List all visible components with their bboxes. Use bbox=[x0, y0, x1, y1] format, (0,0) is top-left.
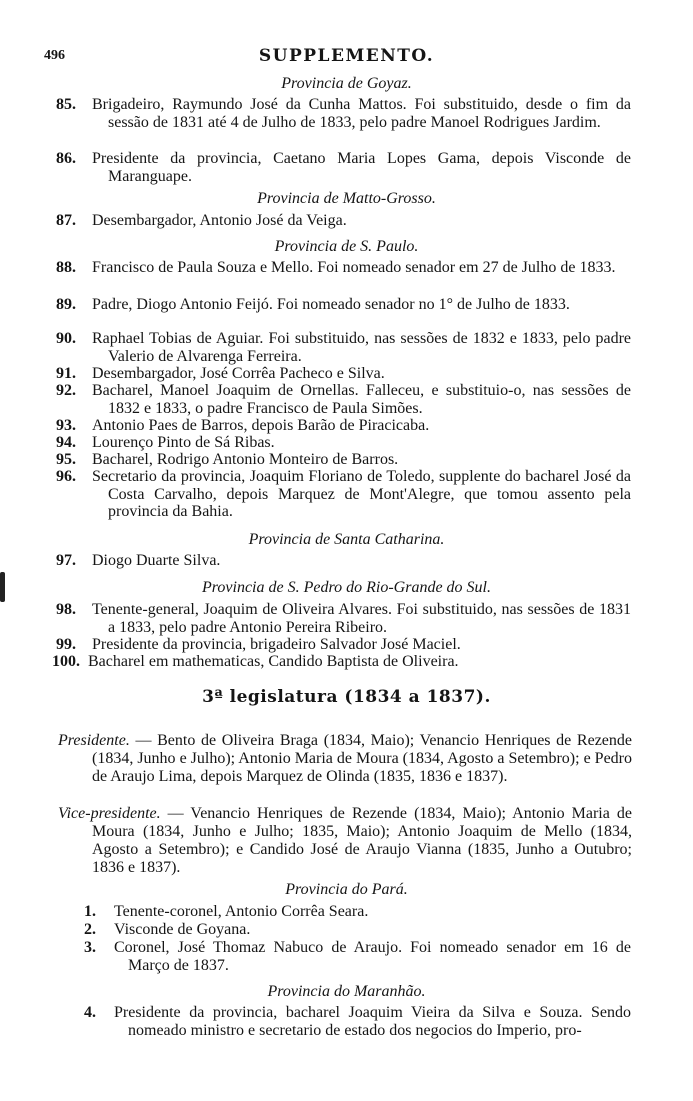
entry-number: 93. bbox=[56, 417, 76, 434]
entry-96 bbox=[56, 468, 631, 521]
entry-text: Coronel, José Thomaz Nabuco de Araujo. Foi nomeado senador em 16 de Março de 1837. bbox=[114, 939, 631, 974]
entry-1 bbox=[84, 903, 631, 921]
entry-4 bbox=[84, 1004, 631, 1039]
section-heading-s-paulo: Provincia de S. Paulo. bbox=[274, 238, 419, 255]
entry-text: Desembargador, José Corrêa Pacheco e Silva. bbox=[92, 365, 385, 382]
entry-number: 96. bbox=[56, 468, 76, 485]
entry-2 bbox=[84, 921, 631, 939]
entry-text: Presidente da provincia, Caetano Maria Lopes Gama, depois Visconde de Maranguape. bbox=[92, 150, 631, 185]
entry-number: 4. bbox=[84, 1004, 96, 1021]
presidente-label: Presidente. bbox=[58, 732, 130, 749]
entry-93 bbox=[56, 417, 631, 435]
entry-number: 88. bbox=[56, 259, 76, 276]
entry-number: 3. bbox=[84, 939, 96, 956]
entry-number: 91. bbox=[56, 365, 76, 382]
entry-number: 90. bbox=[56, 330, 76, 347]
entry-88 bbox=[56, 259, 631, 277]
entry-text: Francisco de Paula Souza e Mello. Foi nomeado senador em 27 de Julho de 1833. bbox=[92, 259, 616, 276]
page-number: 496 bbox=[44, 48, 65, 63]
legislature-title: 3ª legislatura (1834 a 1837). bbox=[202, 687, 491, 707]
entry-number: 1. bbox=[84, 903, 96, 920]
entry-text: Desembargador, Antonio José da Veiga. bbox=[92, 212, 347, 229]
section-heading-matto-grosso: Provincia de Matto-Grosso. bbox=[257, 190, 436, 207]
entry-text: Raphael Tobias de Aguiar. Foi substituido, nas sessões de 1832 e 1833, pelo padre Valerio de Alvarenga Ferreira. bbox=[92, 330, 631, 365]
entry-text: Bacharel em mathematicas, Candido Baptista de Oliveira. bbox=[88, 653, 459, 670]
entry-text: Lourenço Pinto de Sá Ribas. bbox=[92, 434, 275, 451]
entry-95 bbox=[56, 451, 631, 469]
entry-86 bbox=[56, 150, 631, 185]
entry-98 bbox=[56, 601, 631, 636]
entry-number: 95. bbox=[56, 451, 76, 468]
entry-text: Bacharel, Rodrigo Antonio Monteiro de Barros. bbox=[92, 451, 399, 468]
entry-text: Antonio Paes de Barros, depois Barão de Piracicaba. bbox=[92, 417, 430, 434]
entry-number: 89. bbox=[56, 296, 76, 313]
running-title: SUPPLEMENTO. bbox=[258, 46, 435, 66]
entry-92 bbox=[56, 382, 631, 417]
entry-87 bbox=[56, 212, 631, 230]
section-heading-para: Provincia do Pará. bbox=[285, 881, 408, 898]
entry-text: Presidente da provincia, bacharel Joaquim Vieira da Silva e Souza. Sendo nomeado ministro e secretario de estado dos negocios do Imperio, pro- bbox=[114, 1004, 631, 1039]
entry-text: Visconde de Goyana. bbox=[114, 921, 251, 938]
vice-presidente-label: Vice-presidente. bbox=[58, 805, 161, 822]
entry-number: 97. bbox=[56, 552, 76, 569]
section-heading-maranhao: Provincia do Maranhão. bbox=[267, 983, 426, 1000]
section-heading-santa-catharina: Provincia de Santa Catharina. bbox=[248, 531, 445, 548]
entry-3 bbox=[84, 939, 631, 974]
page-header bbox=[0, 46, 693, 70]
entry-89 bbox=[56, 296, 631, 314]
entry-90 bbox=[56, 330, 631, 365]
entry-number: 94. bbox=[56, 434, 76, 451]
entry-91 bbox=[56, 365, 631, 383]
vice-presidente-text: — Venancio Henriques de Rezende (1834, Maio); Antonio Maria de Moura (1834, Junho e Julho; 1835, Maio); Antonio Joaquim de Mello (1834, Agosto a Setembro); e Candido José de Araujo Vianna (1835, Junho a Outubro; 1836 e 1837). bbox=[92, 805, 633, 876]
entry-text: Tenente-general, Joaquim de Oliveira Alvares. Foi substituido, nas sessões de 1831 a 1833, pelo padre Antonio Pereira Ribeiro. bbox=[92, 601, 631, 636]
entry-number: 92. bbox=[56, 382, 76, 399]
entry-100 bbox=[52, 653, 627, 671]
entry-number: 99. bbox=[56, 636, 76, 653]
entry-text: Diogo Duarte Silva. bbox=[92, 552, 221, 569]
entry-text: Secretario da provincia, Joaquim Floriano de Toledo, supplente do bacharel José da Costa Carvalho, depois Marquez de Mont'Alegre, que tomou assento pela provincia da Bahia. bbox=[92, 468, 631, 520]
entry-number: 86. bbox=[56, 150, 76, 167]
entry-number: 87. bbox=[56, 212, 76, 229]
entry-text: Padre, Diogo Antonio Feijó. Foi nomeado senador no 1° de Julho de 1833. bbox=[92, 296, 570, 313]
section-heading-rio-grande-do-sul: Provincia de S. Pedro do Rio-Grande do Sul. bbox=[202, 579, 491, 596]
vice-presidente-paragraph bbox=[58, 805, 632, 877]
entry-number: 98. bbox=[56, 601, 76, 618]
presidente-paragraph bbox=[58, 732, 632, 786]
presidente-text: — Bento de Oliveira Braga (1834, Maio); Venancio Henriques de Rezende (1834, Junho e Julho); Antonio Maria de Moura (1834, Agosto a Setembro); e Pedro de Araujo Lima, depois Marquez de Olinda (1835, 1836 e 1837). bbox=[92, 732, 633, 785]
entry-text: Bacharel, Manoel Joaquim de Ornellas. Falleceu, e substituio-o, nas sessões de 1832 e 1833, o padre Francisco de Paula Simões. bbox=[92, 382, 631, 417]
entry-text: Brigadeiro, Raymundo José da Cunha Mattos. Foi substituido, desde o fim da sessão de 1831 até 4 de Julho de 1833, pelo padre Manoel Rodrigues Jardim. bbox=[92, 96, 631, 131]
entry-99 bbox=[56, 636, 631, 654]
entry-number: 85. bbox=[56, 96, 76, 113]
entry-number: 100. bbox=[52, 653, 80, 670]
entry-number: 2. bbox=[84, 921, 96, 938]
entry-text: Presidente da provincia, brigadeiro Salvador José Maciel. bbox=[92, 636, 461, 653]
entry-85 bbox=[56, 96, 631, 131]
entry-97 bbox=[56, 552, 631, 570]
entry-text: Tenente-coronel, Antonio Corrêa Seara. bbox=[114, 903, 369, 920]
section-heading-goyaz: Provincia de Goyaz. bbox=[281, 75, 412, 92]
entry-94 bbox=[56, 434, 631, 452]
